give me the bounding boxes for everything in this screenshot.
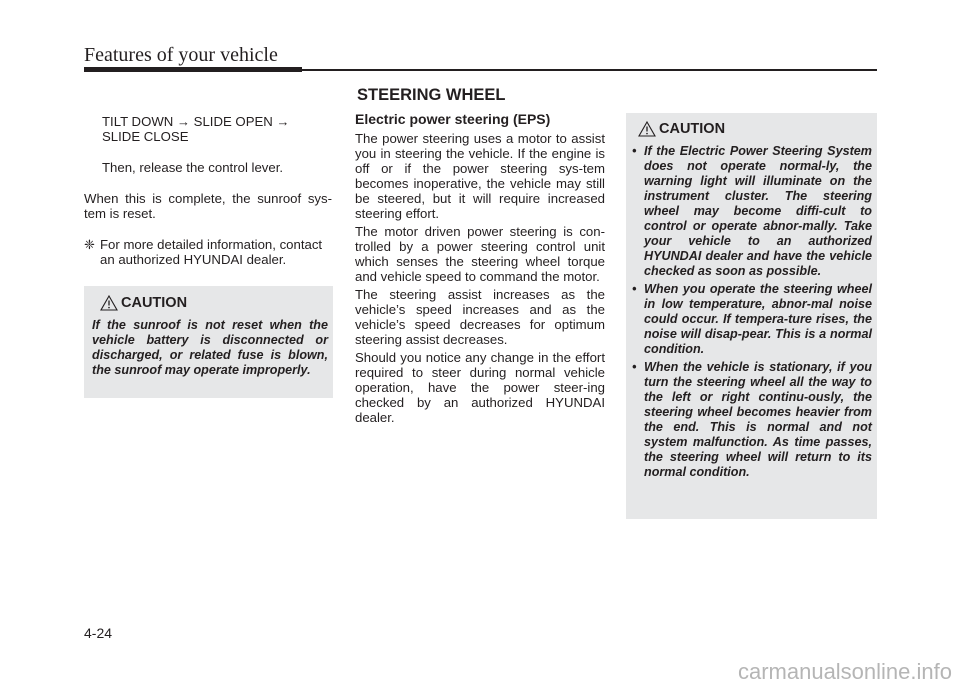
eps-paragraph: The power steering uses a motor to assist you in steering the vehicle. If the engine is off or if the power steering sys-tem becomes inoperative, the vehicle may still be steered, but it will require increased steering effort. [355,131,605,221]
page-header-title: Features of your vehicle [84,44,278,66]
caution-label: CAUTION [121,295,188,311]
dealer-note-text: For more detailed information, contact an authorized HYUNDAI dealer. [100,237,323,267]
warning-triangle-icon [638,121,656,137]
step-slide-open: SLIDE OPEN [193,114,273,129]
caution-heading [638,121,725,137]
caution-list-item [632,282,872,357]
caution-label: CAUTION [659,121,726,137]
bullet-icon: • [632,282,637,296]
eps-caution-box [626,113,877,519]
release-instruction: Then, release the control lever. [102,160,284,175]
caution-heading [100,295,187,311]
caution-item-text: When the vehicle is stationary, if you turn the steering wheel all the way to the left or right continu-ously, the steering wheel becomes heavier from the end. This is normal and not system malfunction. As time passes, the steering wheel will return to its normal condition. [644,360,872,479]
section-title: STEERING WHEEL [357,86,506,104]
arrow-icon: → [276,114,290,129]
eps-paragraph: Should you notice any change in the effort required to steer during normal vehicle operation, have the power steer-ing checked by an authorized HYUNDAI dealer. [355,350,605,425]
step-slide-close: SLIDE CLOSE [102,129,189,144]
eps-paragraph: The steering assist increases as the vehicle’s speed increases and as the vehicle’s speed decreases for optimum steering assist decreases. [355,287,605,347]
sunroof-reset-steps [84,114,332,144]
warning-triangle-icon [100,295,118,311]
page-number: 4-24 [84,625,113,641]
caution-list-item [632,360,872,480]
reset-complete-text: When this is complete, the sunroof sys-tem is reset. [84,191,332,221]
caution-item-text: If the Electric Power Steering System does not operate normal-ly, the warning light will illuminate on the instrument cluster. The steering wheel may become diffi-cult to control or operate abnor-mally. Take your vehicle to an authorized HYUNDAI dealer and have the vehicle checked as soon as possible. [644,144,872,278]
eps-column [355,112,605,425]
caution-list [632,144,872,480]
eps-paragraph: The motor driven power steering is con-trolled by a power steering control unit which senses the steering wheel torque and vehicle speed to command the motor. [355,224,605,284]
bullet-icon: • [632,360,637,374]
sunroof-caution-box [84,286,333,398]
caution-list-container [632,144,872,483]
caution-item-text: When you operate the steering wheel in low temperature, abnor-mal noise could occur. If tempera-ture rises, the noise will disap-pear. This is a normal condition. [644,282,872,356]
header-rule-thin [302,69,877,71]
arrow-icon: → [176,114,190,129]
bullet-icon: • [632,144,637,158]
caution-text: If the sunroof is not reset when the vehicle battery is disconnected or discharged, or related fuse is blown, the sunroof may operate improperly. [92,318,328,377]
eps-heading: Electric power steering (EPS) [355,111,551,127]
caution-list-item [632,144,872,279]
note-symbol-icon: ❈ [84,237,96,252]
dealer-note [84,237,332,267]
left-column [84,114,332,267]
step-tilt-down: TILT DOWN [102,114,174,129]
watermark: carmanualsonline.info [737,659,952,684]
header-rule-thick [84,67,302,72]
